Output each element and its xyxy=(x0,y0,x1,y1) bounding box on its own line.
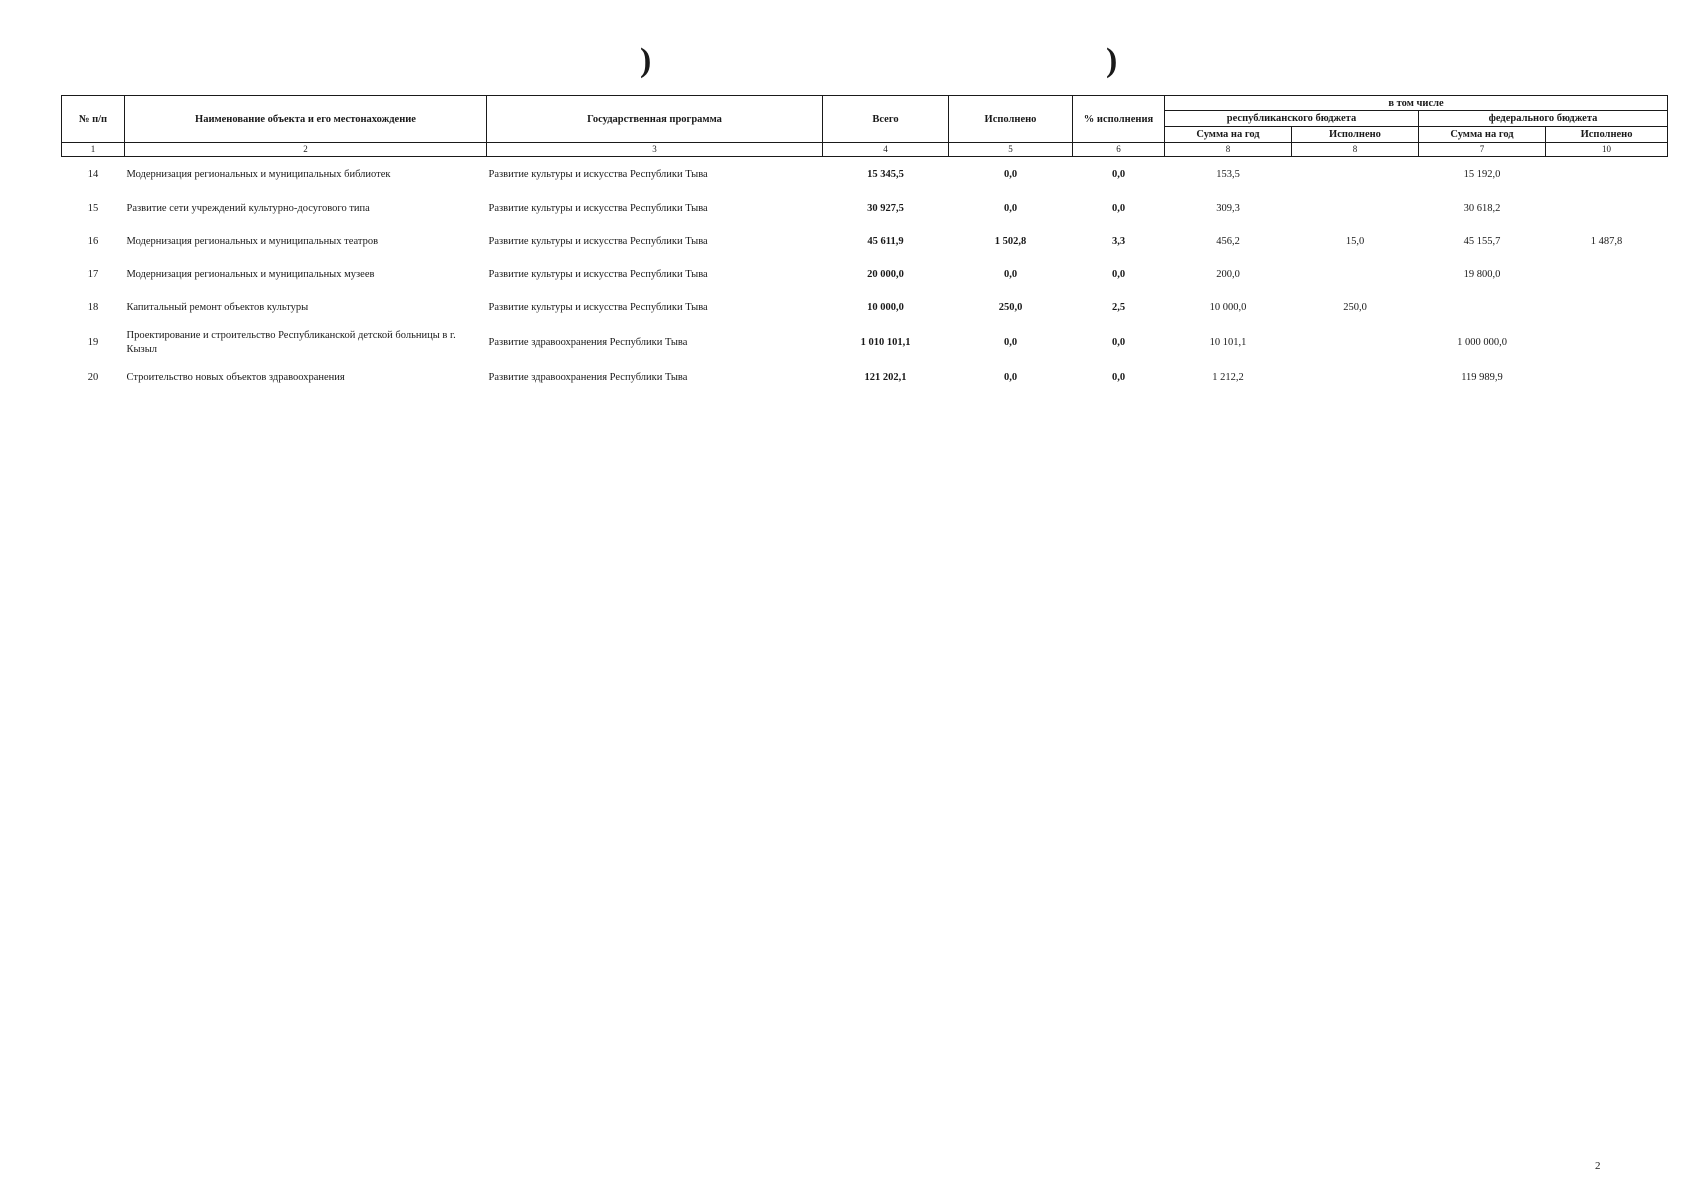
federal-sum-value: 119 989,9 xyxy=(1461,372,1503,383)
object-name: Развитие сети учреждений культурно-досугового типа xyxy=(126,203,370,214)
object-name: Строительство новых объектов здравоохранения xyxy=(126,372,345,383)
total-value: 15 345,5 xyxy=(867,168,904,180)
column-number: 4 xyxy=(823,143,949,157)
program-name: Развитие культуры и искусства Республики Тыва xyxy=(488,203,708,214)
object-name: Модернизация региональных и муниципальных театров xyxy=(126,236,379,247)
federal-done-value xyxy=(1546,193,1668,226)
table-row xyxy=(62,325,1668,362)
header-program: Государственная программа xyxy=(487,96,823,143)
table-row xyxy=(62,157,1668,193)
republic-sum-value: 1 212,2 xyxy=(1212,372,1244,383)
total-value: 45 611,9 xyxy=(867,236,904,247)
column-numbers-row xyxy=(62,143,1668,157)
done-value: 250,0 xyxy=(998,302,1023,313)
federal-sum-value: 15 192,0 xyxy=(1463,168,1501,180)
program-name: Развитие культуры и искусства Республики Тыва xyxy=(488,302,708,313)
column-number: 8 xyxy=(1165,143,1292,157)
table-row xyxy=(62,226,1668,259)
column-number: 6 xyxy=(1073,143,1165,157)
column-number: 8 xyxy=(1292,143,1419,157)
table-row xyxy=(62,362,1668,395)
percent-value: 0,0 xyxy=(1111,269,1126,280)
program-name: Развитие здравоохранения Республики Тыва xyxy=(488,372,688,383)
program-name: Развитие культуры и искусства Республики Тыва xyxy=(488,236,708,247)
object-name: Капитальный ремонт объектов культуры xyxy=(126,302,309,313)
header-done: Исполнено xyxy=(949,96,1073,143)
federal-sum-value: 19 800,0 xyxy=(1463,269,1501,280)
table-row xyxy=(62,292,1668,325)
header-num: № п/п xyxy=(62,96,125,143)
done-value: 0,0 xyxy=(1003,269,1018,280)
object-name: Модернизация региональных и муниципальных музеев xyxy=(126,269,375,280)
row-number: 17 xyxy=(87,269,99,280)
federal-done-value xyxy=(1546,259,1668,292)
column-number: 7 xyxy=(1419,143,1546,157)
total-value: 1 010 101,1 xyxy=(860,337,911,348)
percent-value: 0,0 xyxy=(1111,372,1126,383)
program-name: Развитие здравоохранения Республики Тыва xyxy=(488,337,688,348)
object-name: Проектирование и строительство Республиканской детской больницы в г. Кызыл xyxy=(126,330,456,355)
program-name: Развитие культуры и искусства Республики Тыва xyxy=(488,168,708,180)
row-number: 18 xyxy=(87,302,99,313)
done-value: 0,0 xyxy=(1003,203,1018,214)
table-row xyxy=(62,259,1668,292)
column-number: 10 xyxy=(1546,143,1668,157)
table-row xyxy=(62,193,1668,226)
column-number: 5 xyxy=(949,143,1073,157)
table-body xyxy=(62,157,1668,395)
header-federal-budget: федерального бюджета xyxy=(1419,111,1668,127)
republic-sum-value: 200,0 xyxy=(1216,269,1240,280)
total-value: 20 000,0 xyxy=(867,269,904,280)
header-total: Всего xyxy=(823,96,949,143)
header-including: в том числе xyxy=(1165,96,1668,111)
done-value: 0,0 xyxy=(1003,337,1018,348)
column-number: 1 xyxy=(62,143,125,157)
row-number: 16 xyxy=(87,236,99,247)
republic-done-value: 15,0 xyxy=(1345,236,1365,247)
federal-sum-value xyxy=(1419,292,1546,325)
done-value: 1 502,8 xyxy=(994,236,1027,247)
decorative-parenthesis-right: ) xyxy=(1106,42,1118,79)
done-value: 0,0 xyxy=(1003,168,1018,180)
row-number: 15 xyxy=(87,203,99,214)
table-header xyxy=(62,96,1668,157)
republic-done-value xyxy=(1292,157,1419,193)
republic-done-value xyxy=(1292,362,1419,395)
percent-value: 0,0 xyxy=(1111,203,1126,214)
republic-sum-value: 309,3 xyxy=(1216,203,1240,214)
decorative-parenthesis-left: ) xyxy=(640,42,652,79)
row-number: 14 xyxy=(87,168,99,180)
federal-done-value xyxy=(1546,157,1668,193)
column-number: 3 xyxy=(487,143,823,157)
percent-value: 3,3 xyxy=(1111,236,1126,247)
done-value: 0,0 xyxy=(1003,372,1018,383)
header-object-name: Наименование объекта и его местонахождение xyxy=(125,96,487,143)
header-republic-sum: Сумма на год xyxy=(1165,127,1292,143)
row-number: 19 xyxy=(87,337,99,348)
republic-sum-value: 10 000,0 xyxy=(1209,302,1247,313)
object-name: Модернизация региональных и муниципальных библиотек xyxy=(126,168,391,180)
federal-sum-value: 45 155,7 xyxy=(1463,236,1501,247)
total-value: 10 000,0 xyxy=(867,302,904,313)
total-value: 121 202,1 xyxy=(864,372,907,383)
republic-sum-value: 456,2 xyxy=(1216,236,1240,247)
federal-done-value xyxy=(1546,292,1668,325)
federal-done-value xyxy=(1546,325,1668,362)
percent-value: 0,0 xyxy=(1111,168,1126,180)
header-percent: % исполнения xyxy=(1073,96,1165,143)
header-federal-sum: Сумма на год xyxy=(1419,127,1546,143)
page-number: 2 xyxy=(1595,1160,1601,1172)
percent-value: 2,5 xyxy=(1111,302,1126,313)
header-republic-budget: республиканского бюджета xyxy=(1165,111,1419,127)
federal-done-value xyxy=(1546,362,1668,395)
republic-sum-value: 153,5 xyxy=(1216,168,1240,180)
republic-done-value xyxy=(1292,325,1419,362)
federal-sum-value: 30 618,2 xyxy=(1463,203,1501,214)
federal-done-value: 1 487,8 xyxy=(1590,236,1623,247)
program-name: Развитие культуры и искусства Республики Тыва xyxy=(488,269,708,280)
percent-value: 0,0 xyxy=(1111,337,1126,348)
column-number: 2 xyxy=(125,143,487,157)
header-republic-done: Исполнено xyxy=(1292,127,1419,143)
row-number: 20 xyxy=(87,372,99,383)
federal-sum-value: 1 000 000,0 xyxy=(1457,337,1507,348)
republic-sum-value: 10 101,1 xyxy=(1209,337,1247,348)
header-federal-done: Исполнено xyxy=(1546,127,1668,143)
republic-done-value xyxy=(1292,193,1419,226)
total-value: 30 927,5 xyxy=(867,203,904,214)
budget-execution-table xyxy=(61,95,1668,395)
republic-done-value xyxy=(1292,259,1419,292)
republic-done-value: 250,0 xyxy=(1343,302,1367,313)
